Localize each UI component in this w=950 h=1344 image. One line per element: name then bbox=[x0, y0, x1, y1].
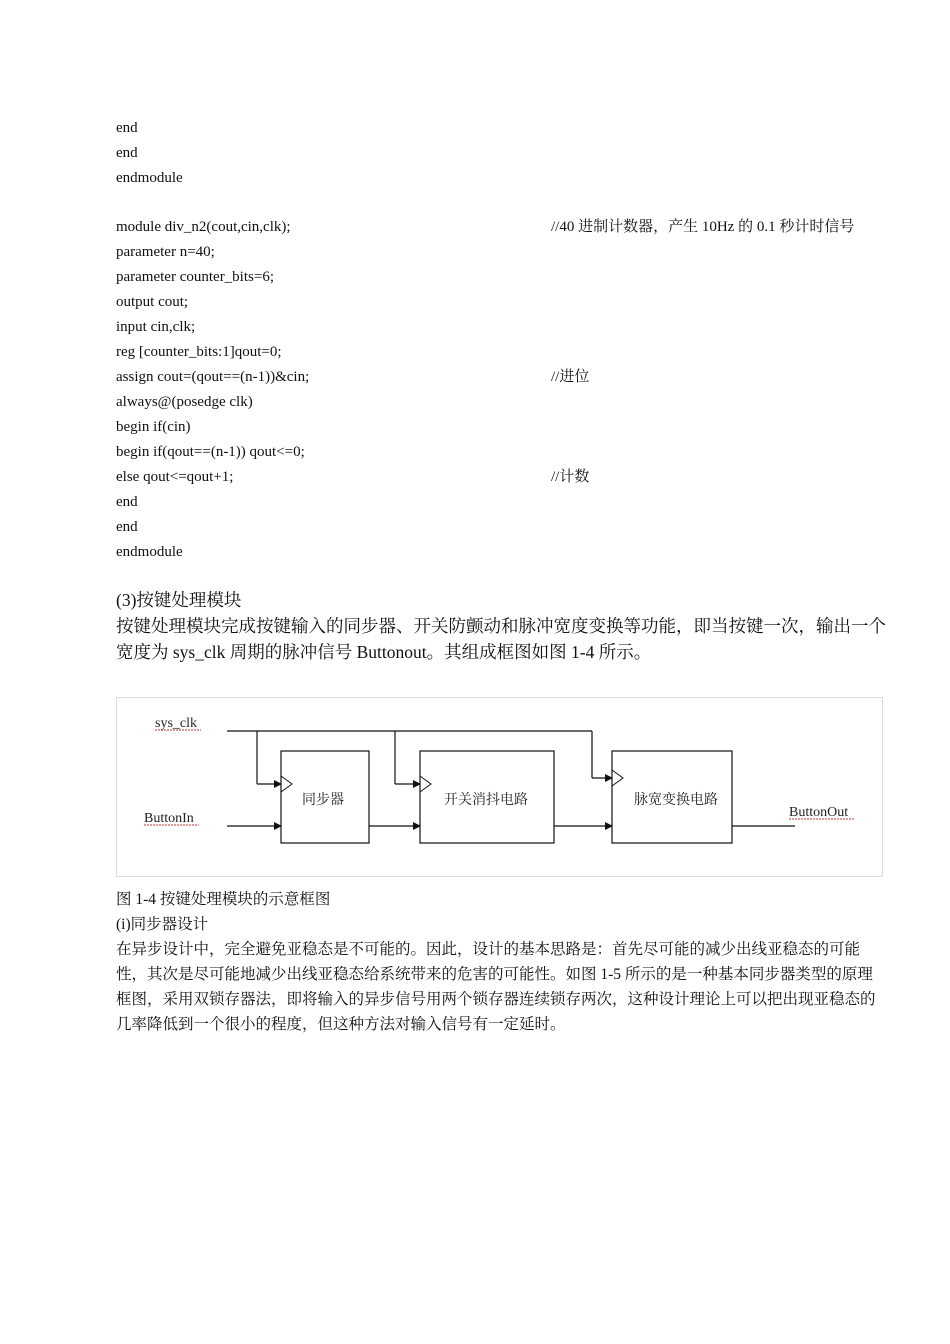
code-comment-module: //40 进制计数器，产生 10Hz 的 0.1 秒计时信号 bbox=[551, 219, 855, 235]
code-line: begin if(qout==(n-1)) qout<=0; bbox=[116, 444, 305, 460]
block-diagram-svg bbox=[117, 698, 884, 878]
sync-block-label: 同步器 bbox=[302, 792, 344, 808]
debounce-block-label: 开关消抖电路 bbox=[444, 792, 528, 808]
code-line: assign cout=(qout==(n-1))&cin; bbox=[116, 369, 310, 385]
pulse-width-block-label: 脉宽变换电路 bbox=[634, 792, 718, 808]
pulse-width-block bbox=[612, 751, 732, 843]
code-comment-count: //计数 bbox=[551, 469, 590, 485]
sys-clk-label: sys_clk bbox=[155, 716, 197, 731]
section-heading: (3)按键处理模块 bbox=[116, 590, 242, 610]
code-line: input cin,clk; bbox=[116, 319, 196, 335]
code-line: end bbox=[116, 494, 138, 510]
code-line: always@(posedge clk) bbox=[116, 394, 253, 410]
debounce-block bbox=[420, 751, 554, 843]
code-line: endmodule bbox=[116, 170, 183, 186]
code-line: end bbox=[116, 120, 138, 136]
code-line: else qout<=qout+1; bbox=[116, 469, 234, 485]
code-line: endmodule bbox=[116, 544, 183, 560]
sync-block bbox=[281, 751, 369, 843]
section-paragraph: 按键处理模块完成按键输入的同步器、开关防颤动和脉冲宽度变换等功能，即当按键一次，输出一个宽度为 sys_clk 周期的脉冲信号 Buttonout。其组成框图如图 1-4 所示。 bbox=[116, 616, 886, 662]
code-line: parameter n=40; bbox=[116, 244, 215, 260]
figure-caption: 图 1-4 按键处理模块的示意框图 bbox=[116, 891, 331, 908]
code-comment-carry: //进位 bbox=[551, 369, 590, 385]
subsection-paragraph: 在异步设计中，完全避免亚稳态是不可能的。因此，设计的基本思路是：首先尽可能的减少出线亚稳态的可能性，其次是尽可能地减少出线亚稳态给系统带来的危害的可能性。如图 1-5 所示的是一种基本同步器类型的原理框图，采用双锁存器法，即将输入的异步信号用两个锁存器连续锁存两次，这种设计理论上可以把出现亚稳态的几率降低到一个很小的程度，但这种方法对输入信号有一定延时。 bbox=[116, 941, 876, 1033]
button-in-label: ButtonIn bbox=[144, 811, 194, 826]
code-line: parameter counter_bits=6; bbox=[116, 269, 274, 285]
code-line: end bbox=[116, 145, 138, 161]
block-diagram bbox=[116, 697, 883, 877]
code-line: module div_n2(cout,cin,clk); bbox=[116, 219, 291, 235]
code-line: output cout; bbox=[116, 294, 189, 310]
code-line: end bbox=[116, 519, 138, 535]
button-out-label: ButtonOut bbox=[789, 805, 849, 820]
code-line: begin if(cin) bbox=[116, 419, 191, 435]
subsection-heading: (i)同步器设计 bbox=[116, 916, 209, 933]
code-line: reg [counter_bits:1]qout=0; bbox=[116, 344, 282, 360]
